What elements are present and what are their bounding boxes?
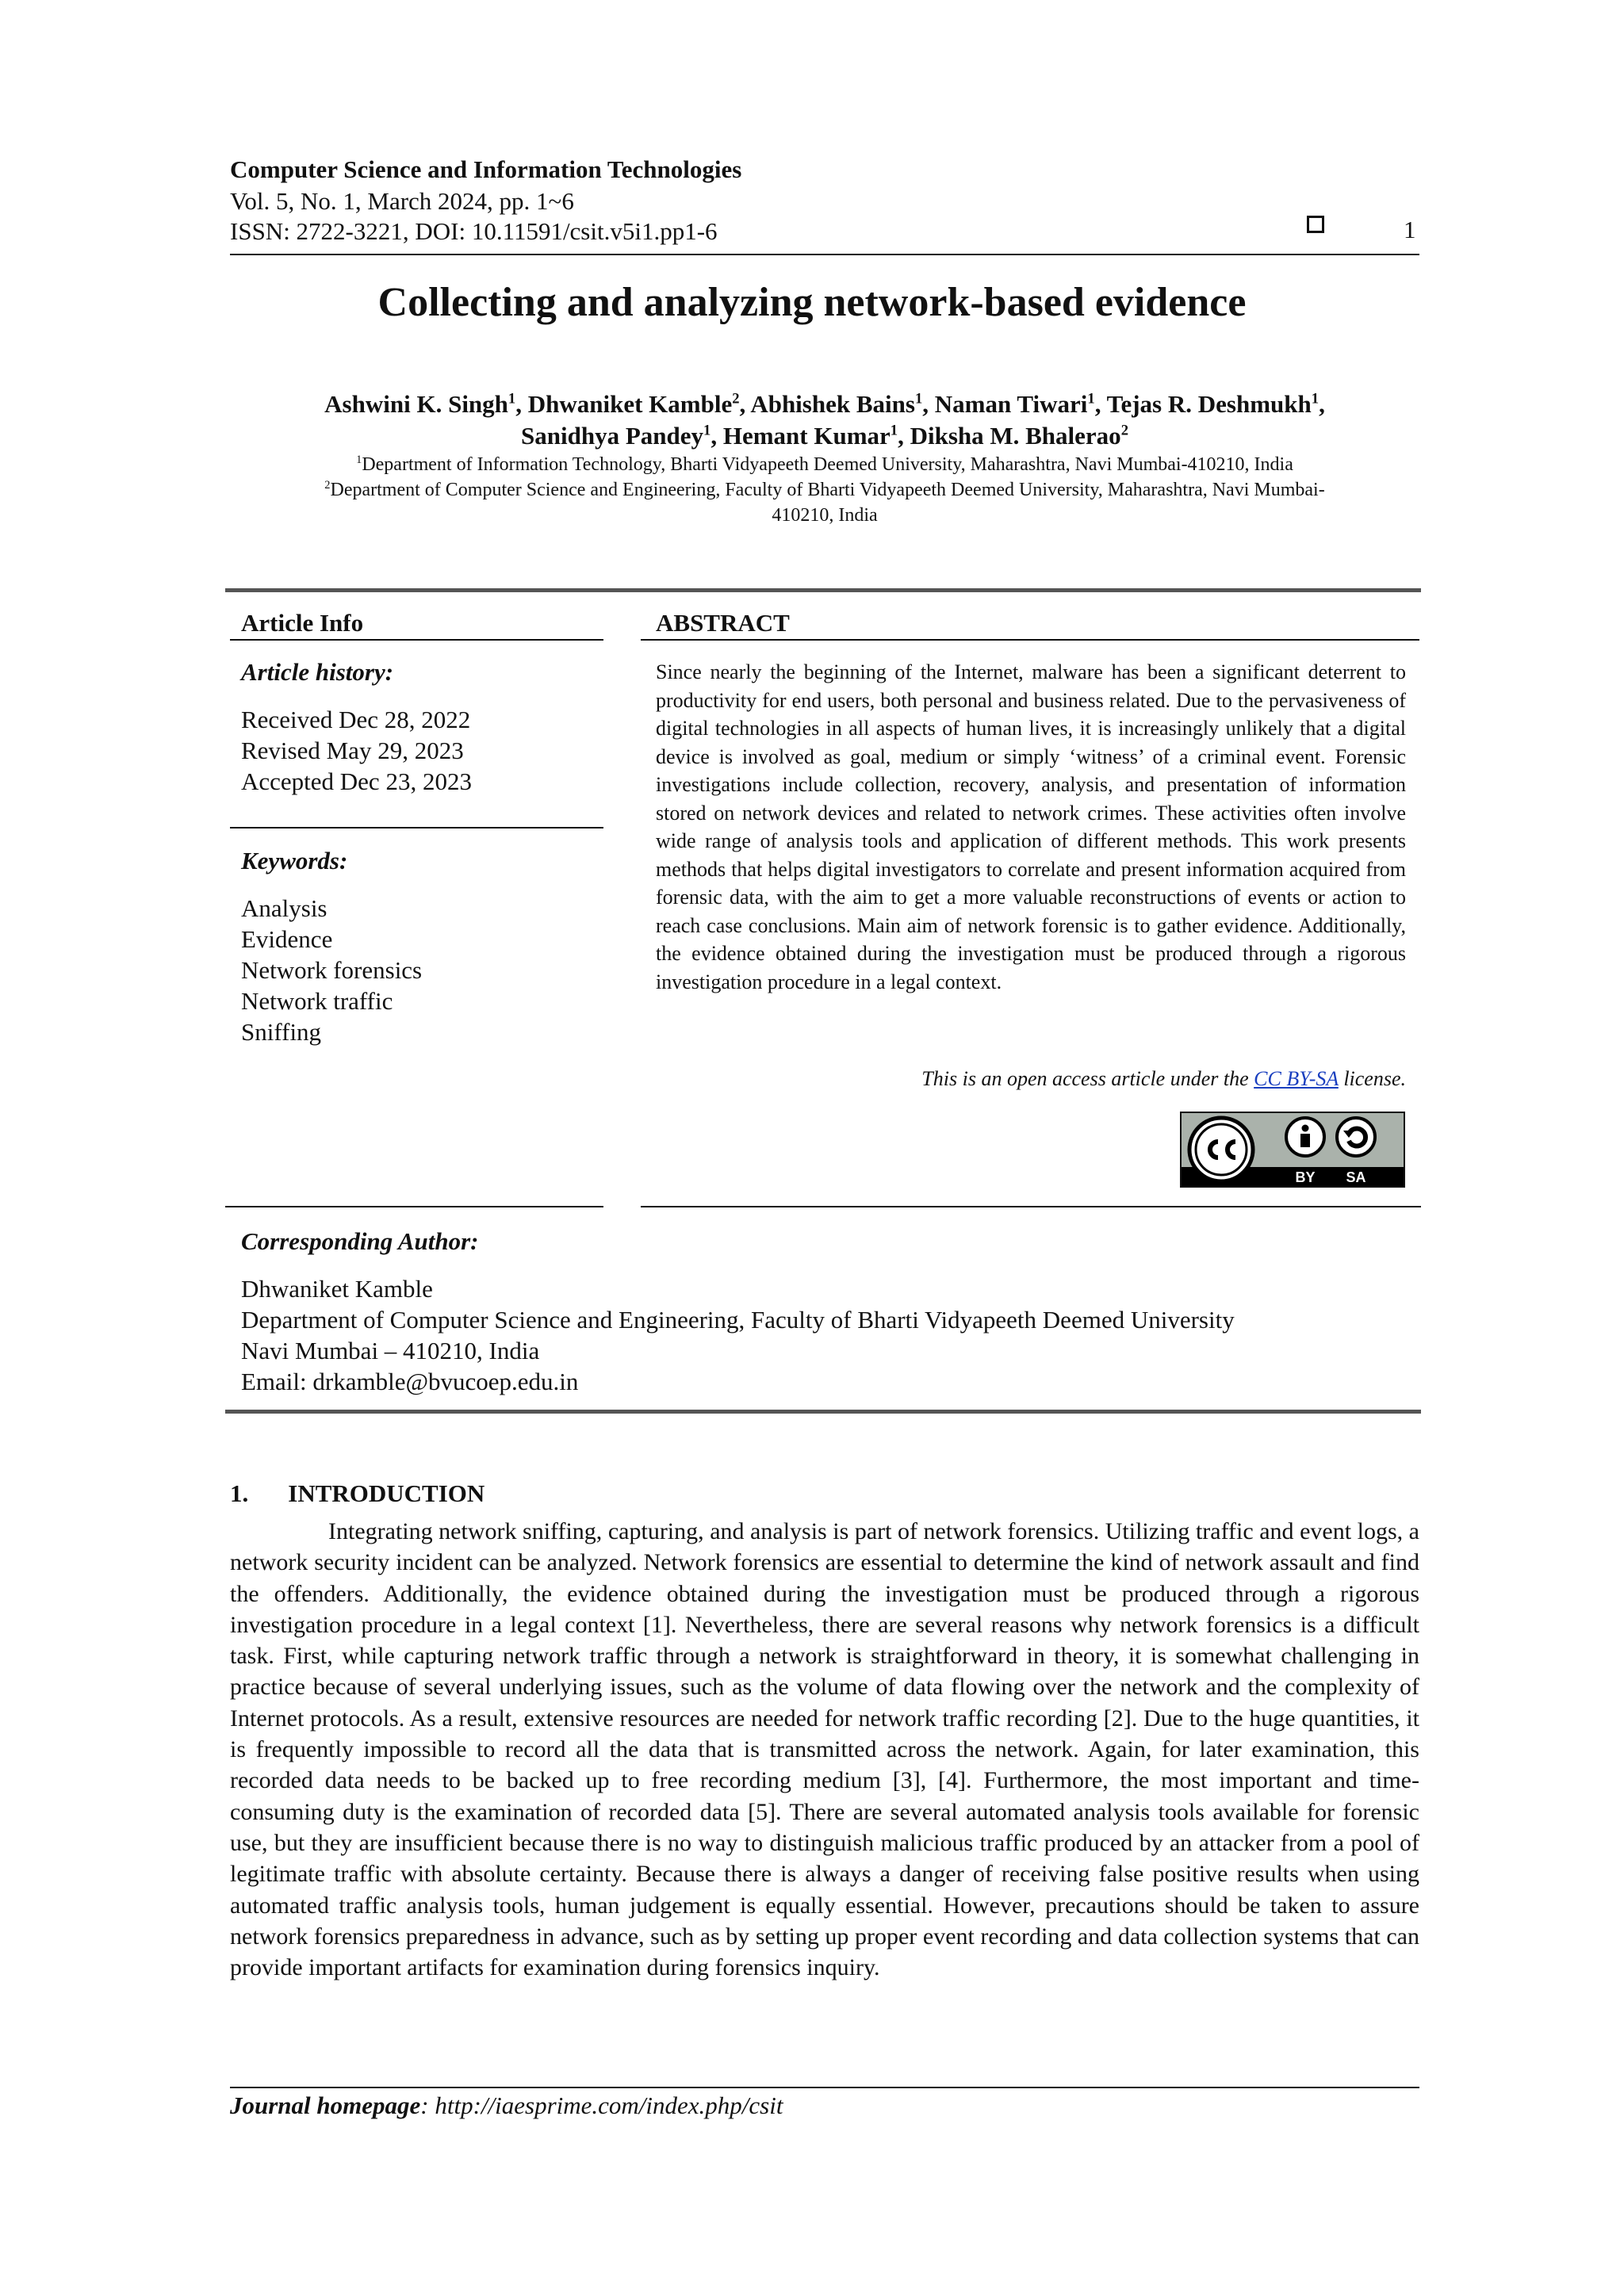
corresponding-name: Dhwaniket Kamble: [241, 1275, 433, 1303]
affiliation-1: [230, 452, 1419, 477]
author-aff: 1: [890, 422, 898, 439]
badge-by-label: BY: [1295, 1169, 1316, 1185]
keyword-item: Sniffing: [241, 1018, 322, 1046]
author-name: Sanidhya Pandey: [521, 422, 704, 450]
intro-title: INTRODUCTION: [288, 1479, 485, 1507]
infobox-bottom-rule: [225, 1410, 1421, 1414]
author-aff: 1: [1311, 390, 1320, 408]
author-name: Ashwini K. Singh: [324, 390, 508, 418]
abstract-bottom-rule: [641, 1206, 1421, 1207]
keyword-item: Evidence: [241, 925, 333, 953]
corresponding-city: Navi Mumbai – 410210, India: [241, 1337, 540, 1364]
affiliation-text: Department of Information Technology, Bharti Vidyapeeth Deemed University, Maharashtra, Navi Mumbai-410210, India: [362, 454, 1293, 475]
intro-text: Integrating network sniffing, capturing, and analysis is part of network forensics. Utilizing traffic and event logs, a network security incident can be analyzed. Network forensics are essential to determine the kind of network assault and find the offenders. Additionally, the evidence obtained during the investigation must be produced through a rigorous investigation procedure in a legal context [1]. Nevertheless, there are several reasons why network forensics is a difficult task. First, while capturing network traffic through a network is straightforward in theory, it is somewhat challenging in practice because of several underlying issues, such as the volume of data flowing over the network and the complexity of Internet protocols. As a result, extensive resources are needed for network traffic recording [2]. Due to the huge quantities, it is frequently impossible to record all the data that is transmitted across the network. Again, for later examination, this recorded data needs to be backed up to free recording medium [3], [4]. Furthermore, the most important and time-consuming duty is the examination of recorded data [5]. There are several automated analysis tools available for forensic use, but they are insufficient because there is no way to distinguish malicious traffic produced by an attacker from a pool of legitimate traffic with absolute certainty. Because there is always a danger of receiving false positive results when using automated traffic analysis tools, human judgement is equally essential. However, precautions should be taken to assure network forensics preparedness in advance, such as by setting up proper event recording and data collection systems that can provide important artifacts for examination during forensics inquiry.: [230, 1518, 1419, 1981]
keyword-item: Analysis: [241, 894, 327, 922]
abstract-text: Since nearly the beginning of the Internet, malware has been a significant deterrent to productivity for end users, both personal and business related. Due to the pervasiveness of digital technologies in all aspects of human lives, it is increasingly unlikely that a digital device is involved as goal, medium or simply ‘witness’ of a criminal event. Forensic investigations include collection, recovery, analysis, and presentation of information stored on network devices and related to network crimes. These activities often involve wide range of analysis tools and application of different methods. This work presents methods that helps digital investigators to correlate and present information acquired from forensic data, with the aim to get a more valuable reconstructions of events or action to reach case conclusions. Main aim of network forensic is to gather evidence. Additionally, the evidence obtained during the investigation must be produced through a rigorous investigation procedure in a legal context.: [656, 660, 1406, 993]
affiliation-2-cont: 410210, India: [772, 505, 878, 526]
author-aff: 1: [914, 390, 923, 408]
share-alike-icon: [1337, 1118, 1375, 1156]
corresponding-email: Email: drkamble@bvucoep.edu.in: [241, 1368, 579, 1395]
keywords-label: Keywords:: [241, 847, 348, 874]
article-info-heading: Article Info: [241, 609, 364, 637]
page-number: 1: [1404, 216, 1416, 243]
article-info-rule: [230, 639, 603, 641]
affiliation-num: 1: [356, 453, 362, 466]
abstract-heading: ABSTRACT: [656, 609, 790, 637]
license-prefix: This is an open access article under the: [921, 1067, 1254, 1090]
footer-rule: [230, 2087, 1419, 2088]
license-note: [656, 1067, 1406, 1091]
revised-date: Revised May 29, 2023: [241, 737, 464, 764]
author-name: Hemant Kumar: [722, 422, 891, 450]
journal-issn: ISSN: 2722-3221, DOI: 10.11591/csit.v5i1.pp1-6: [230, 217, 718, 245]
keyword-item: Network traffic: [241, 987, 393, 1015]
cc-badge-graphic: [1180, 1112, 1405, 1188]
journal-name: Computer Science and Information Technologies: [230, 155, 742, 183]
affiliation-num: 2: [324, 479, 331, 492]
badge-sa-label: SA: [1346, 1169, 1366, 1185]
author-aff: 1: [703, 422, 711, 439]
cc-by-sa-badge[interactable]: [1180, 1112, 1405, 1188]
author-aff: 1: [508, 390, 516, 408]
journal-volume: Vol. 5, No. 1, March 2024, pp. 1~6: [230, 187, 574, 215]
author-name: Diksha M. Bhalerao: [910, 422, 1121, 450]
intro-number: 1.: [230, 1479, 249, 1507]
intro-heading: [230, 1479, 485, 1508]
affiliation-2: [230, 477, 1419, 503]
info-bottom-rule: [225, 1206, 603, 1207]
keyword-item: Network forensics: [241, 956, 423, 984]
attribution-icon: [1286, 1118, 1324, 1156]
author-line-2: Sanidhya Pandey$^1$, Hemant Kumar$^1$, Diksha M. Bhalerao$^2$: [521, 422, 1128, 450]
corresponding-label: Corresponding Author:: [241, 1227, 479, 1255]
footer-url[interactable]: : http://iaesprime.com/index.php/csit: [420, 2091, 783, 2119]
author-line-1: Ashwini K. Singh$^1$, Dhwaniket Kamble$^2$, Abhishek Bains$^1$, Naman Tiwari$^1$, Tejas R. Deshmukh$^1$,: [324, 390, 1325, 418]
author-name: Abhishek Bains: [750, 390, 915, 418]
license-link[interactable]: CC BY-SA: [1254, 1067, 1339, 1090]
history-rule: [230, 827, 603, 828]
received-date: Received Dec 28, 2022: [241, 706, 471, 733]
footer: [230, 2091, 783, 2120]
article-history-label: Article history:: [241, 658, 394, 686]
accepted-date: Accepted Dec 23, 2023: [241, 767, 472, 795]
author-aff: 1: [1087, 390, 1095, 408]
author-name: Naman Tiwari: [934, 390, 1088, 418]
infobox-top-rule: [225, 588, 1421, 592]
abstract-rule: [641, 639, 1419, 641]
paper-title: Collecting and analyzing network-based evidence: [377, 280, 1247, 325]
author-name: Tejas R. Deshmukh: [1106, 390, 1312, 418]
square-icon: [1307, 216, 1324, 233]
header-rule: [230, 254, 1419, 255]
author-name: Dhwaniket Kamble: [527, 390, 733, 418]
affiliation-text: Department of Computer Science and Engineering, Faculty of Bharti Vidyapeeth Deemed University, Maharashtra, Navi Mumbai-: [330, 480, 1325, 500]
author-aff: 2: [1120, 422, 1128, 439]
footer-label: Journal homepage: [230, 2091, 421, 2119]
cc-logo-icon: [1189, 1118, 1253, 1181]
corresponding-dept: Department of Computer Science and Engineering, Faculty of Bharti Vidyapeeth Deemed University: [241, 1306, 1235, 1334]
author-aff: 2: [732, 390, 740, 408]
license-suffix: license.: [1338, 1067, 1406, 1090]
